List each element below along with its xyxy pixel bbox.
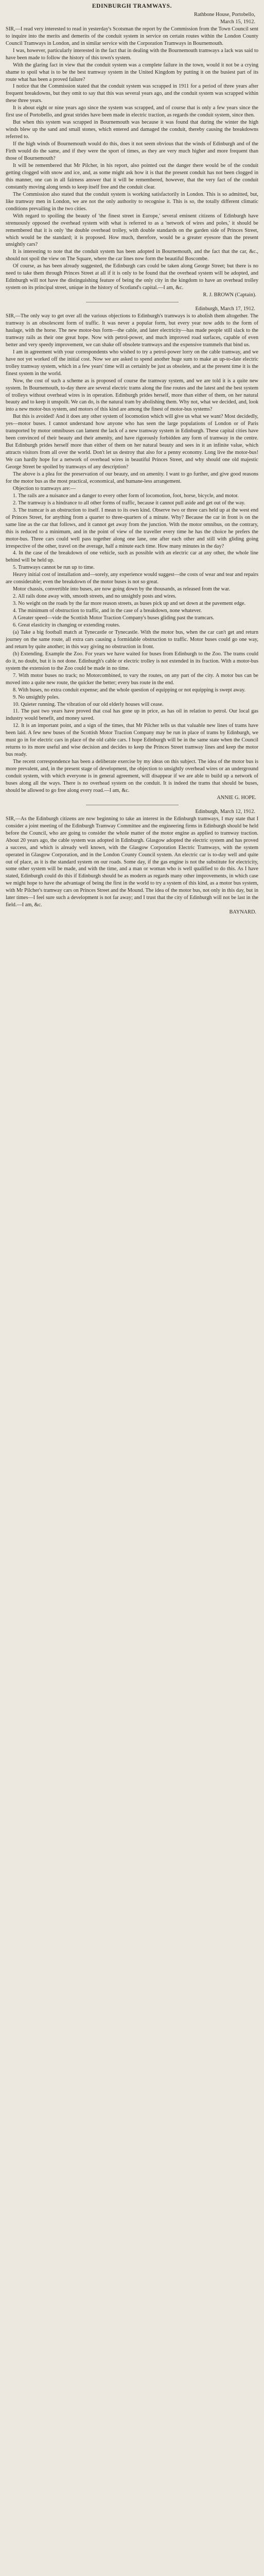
letter-2-paragraph: SIR,—The only way to get over all the various objections to Edinburgh's tramways is to abolish them altogether. The tramway is an obsolescent form of traffic. It was never a popular form, but every year now adds to the form of haulage, with the horse. The new motor-bus form—the cable, and later electricity—has made people still slack to the tramway rails as their one great hope. Now with petrol-power, and much improved road surfaces, capable of even better and very speedy improvement, we can shake off obsolete tramways and the expensive trammels that bind us. — [6, 313, 258, 348]
letter-2-dateline: Edinburgh, March 17, 1912. — [195, 306, 255, 312]
letter-3 — [6, 808, 258, 916]
letter-2-list-item: The recent correspondence has been a deliberate exercise by my ideas on this subject. The idea of the motor bus is more prevalent, and, in the present stage of development, the objection to unsightly overhead wires or an underground conduit system, with which everyone is in general agreement, will disappear if we are able to build up a network of buses along all the ways. There is no overhead system on the conduit. It is indeed the trams that should be buses, should be allowed to go free along every road.—I am, &c. — [6, 759, 258, 793]
letter-1-paragraph: Of course, as has been already suggested, the Edinburgh cars could be taken along George Street; but there is no need to take them through Princes Street at all if it is only to be found that the overhead system will be adopted, and Edinburgh will not have the distinguishing feature of being the only city in the kingdom to have an overhead trolley system on its principal street, unique in the history of Scotland's capital.—I am, &c. — [6, 263, 258, 291]
letter-2-paragraph: But this is avoided! And it does any other system of locomotion which will give us what we want? Most decidedly, yes—motor buses. I cannot understand how anyone who has seen the large populations of London or of Paris transported by motor omnibuses can lament the lack of a new tramway system in Edinburgh. These capital cities have been convinced of their beauty and their amenity, and have rigorously forbidden any form of tramway in the centre. But Edinburgh prides herself more than either of them on her natural beauty and sees in it an infinite value, which attracts visitors from all over the world. Don't let us destroy that also for a penny economy. Long live the motor-bus! We can hardly hope for a network of overhead wires in beautiful Princes Street, and why should one old majestic George Street be spoiled by tramways of any description? — [6, 414, 258, 470]
letter-2-list-item: 6. Great elasticity in changing or extending routes. — [13, 622, 120, 629]
letter-1-paragraph: With the glaring fact in view that the conduit system was a complete failure in the town, would it not be a crying shame to spoil what is to be the best tramway system in the United Kingdom by putting it on the busiest part of its route what has been a proved failure? — [6, 62, 258, 82]
letter-2-list-item: 9. No unsightly poles. — [13, 694, 60, 700]
letter-2-list-item: 1. The rails are a nuisance and a danger to every other form of locomotion, foot, horse, bicycle, and motor. — [13, 493, 239, 499]
letter-1-paragraph: It is about eight or nine years ago since the system was scrapped, and of course that is only a few years since the first use of Portobello, and great strides have been made in electric traction, as regards the conduit system, since then. — [6, 105, 258, 118]
letter-2-list-item: 8. With buses, no extra conduit expense; and the whole question of equipping or not equipping is swept away. — [13, 687, 245, 693]
letter-1-signature: R. J. BROWN (Captain). — [203, 292, 256, 298]
letter-2-list-item: 2. The tramway is a hindrance to all other forms of traffic, because it cannot pull aside and get out of the way. — [13, 500, 245, 506]
letter-1-paragraph: The Commission also stated that the conduit system is working satisfactorily in London. This is so admitted, but, like tramway men in London, we are not the only authority to recognise it. This is so, the totally different climatic conditions prevailing in the two cities. — [6, 191, 258, 212]
letter-3-dateline: Edinburgh, March 12, 1912. — [195, 808, 255, 815]
letter-2-paragraph: The above is a plea for the preservation of our beauty, and on amenity. I want to go further, and give good reasons for the motor bus as the most practical, economical, and humane-less arrangement. — [6, 471, 258, 484]
letter-2-list-item: 7. With motor buses no track; no Motorcombined, to vary the routes, on any part of the city. A motor bus can be moved into a quite new route, the quicker the better; every bus route in the end. — [6, 672, 258, 686]
letter-2-list-item: 4. In the case of the breakdown of one vehicle, such as possible with an electric car at any other, the whole line behind will be held up. — [6, 550, 258, 564]
letter-2-list-item: Heavy initial cost of installation and—sorely, any experience would suggest—the costs of wear and tear and repairs are considerable; even the breakdown of the motor buses is not so great. — [6, 572, 258, 585]
letter-1-paragraph: SIR,—I read very interested to read in yesterday's Scotsman the report by the Commission from the Town Council sent to inquire into the merits and demerits of the conduit system in service on certain routes within the London County Council Tramways in London, and in similar service with the Corporation Tramways in Bournemouth. — [6, 26, 258, 46]
letter-2-list-item: 3. The tramcar is an obstruction to itself. I mean to its own kind. Observe two or three cars held up at the west end of Princes Street, for anything from a quarter to three-quarters of a minute. Why? Because the car in front is on the same line as the car that follows, and it cannot get away from the junction. With the motor omnibus, on the contrary, this is reduced to a minimum, and in the point of view of the traveller every time he has the choice he prefers the motor-bus. Three cars could well pass together along one lane, one after each other and still with gliding going irrespective of the other, travel on the average, half a minute each time. How many minutes in the day? — [6, 507, 258, 549]
letter-1-dateline: Rathbone House, Portobello, March 15, 1912. — [194, 11, 255, 25]
letter-2-list-item: 12. It is an important point, and a sign of the times, that Mr Pilcher tells us that valuable new lines of trams have been laid. A few new buses of the Scottish Motor Traction Company may be run in place of trams by Edinburgh, we must go in for electric cars in place of the old cable cars. I hope Edinburgh will be in the same state when the Council returns to its more useful and wise decision and decides to keep the Princes Street tramway lines and keep the motor bus ready. — [6, 723, 258, 758]
letter-2-list-item: 10. Quieter running. The vibration of our old elderly houses will cease. — [13, 701, 164, 707]
letter-1-paragraph: If the high winds of Bournemouth would do this, does it not seem obvious that the winds of Edinburgh and of the Firth would do the same, and if they were the sport of times, as they are very much higher and more frequent than those of Bournemouth? — [6, 141, 258, 162]
letter-2-paragraph: Now, the cost of such a scheme as is proposed of course the tramway system, and we are told it is a quite new system. In Bournemouth, to-day there are several electric trams along the fine routes and the latest and the best system of trolleys without overhead wires is in operation. Edinburgh prides herself, more than either of them, on her natural beauty and to keep it unspoilt. We can do, is the natural tram by abolishing them. Why not, what we decided, and, look into a new motor-bus system, and motors of this kind are among the finest of motor-bus systems? — [6, 378, 258, 413]
letter-2 — [6, 306, 258, 802]
letter-1-paragraph: But when this system was scrapped in Bournemouth was because it was found that during the winter the high winds blew up the sand and small stones, which entered and damaged the conduit, thereby causing the breakdowns referred to. — [6, 120, 258, 140]
letter-2-paragraph: I am in agreement with your correspondents who wished to try a petrol-power lorry on the cable tramway, and we have not yet worked off the initial cost. Now we are asked to spend another huge sum to make an up-to-date electric trolley tramway system, which in a few years' time will as certainly be just as obsolete, and at the present time it is the finest system in the world. — [6, 349, 258, 377]
letter-2-list-item: 4. The minimum of obstruction to traffic, and in the case of a breakdown, none whatever. — [13, 608, 202, 614]
letter-2-list-item: 2. All rails done away with, smooth streets, and no unsightly posts and wires. — [13, 594, 177, 600]
letter-1-paragraph: I was, however, particularly interested in the fact that in dealing with the Bournemouth tramways a lack was said to have been made to follow the history of this town's system. — [6, 47, 258, 61]
letter-2-list-item: 5. Tramways cannot be run up to time. — [13, 565, 95, 571]
letter-1-paragraph: I notice that the Commission stated that the conduit system was scrapped in 1911 for a period of three years after frequent breakdowns, but they omit to say that this was several years ago, and the conduit system was scrapped within these three years. — [6, 83, 258, 104]
letter-2-list-item: A Greater speed—vide the Scottish Motor Traction Company's buses gliding past the tramcars. — [13, 615, 215, 621]
letter-2-list-item: (a) Take a big football match at Tynecastle or Tynecastle. With the motor bus, when the car can't get and return journey on the same route, all extra cars causing a formidable obstruction to traffic. Motor buses could go one way, and return by quite another; in this way giving no obstruction in front. — [6, 629, 258, 650]
letter-1-paragraph: With regard to spoiling the beauty of 'the finest street in Europe,' several eminent citizens of Edinburgh have strenuously opposed the overhead system with what is referred to as a 'network of wires and poles,' it should be remembered that it is only 'the double overhead trolley, with double standards on the garden side of Princes Street, which would be the standard; it is proposed. How much, therefore, would be a greater eyesore than the present unsightly cars? — [6, 213, 258, 248]
letter-2-list-item: 11. The past two years have proved that coal has gone up in price, as has oil in relation to petrol. Our local gas industry would benefit, and money saved. — [6, 708, 258, 722]
letter-2-list-item: 3. No weight on the roads by the far more reason streets, as buses pick up and set down at the pavement edge. — [13, 601, 246, 607]
letter-2-list-item: (b) Extending. Example the Zoo. For years we have waited for buses from Edinburgh to the Zoo. The trams could do it, no doubt, but it is not done. Edinburgh's cable or electric trolley is not extended in its fraction. With a motor-bus system the extension to the Zoo could be made in no time. — [6, 651, 258, 671]
letter-2-paragraph: Objection to tramways are:— — [13, 485, 76, 492]
letter-3-paragraph: SIR,—As the Edinburgh citizens are now beginning to take an interest in the Edinburgh tramways, I may state that I consider a joint meeting of the Edinburgh Tramway Committee and the engineering firms in Edinburgh should be held before the Council, who are going to consider the whole matter of the motor engine as applied to tramway traction. About 20 years ago, the cable system was adopted in Edinburgh. Glasgow adopted the electric system and has proved a success, and which is already well known, with the Glasgow Corporation Electric Tramways, with the system operated in Glasgow Corporation, and in the London County Council system. An electric car is to-day well and quite out of place, as it is the standard system on our roads. Some day, if the gas engine is not the substitute for electricity, some other system will be made, and with the time, and a man or woman who is well qualified to do this. As I have stated, Edinburgh could do this if Edinburgh should be as modern as regards many other improvements, in which case we might hope to have the advantage of being the first in the world to try a system of this kind, as a motor bus system, with Mr Pilcher's tramway cars on Princes Street and the Mound. The idea of the motor bus, not only in this day, but in later times—I feel sure such a development is not far away; and I trust that the city of Edinburgh will not be last in the field.—I am, &c. — [6, 816, 258, 908]
letter-2-signature: ANNIE G. HOPE. — [217, 794, 256, 801]
headline: EDINBURGH TRAMWAYS. — [92, 3, 172, 9]
letter-1 — [6, 11, 258, 299]
letter-3-signature: BAYNARD. — [229, 909, 256, 916]
letter-1-paragraph: It is interesting to note that the conduit system has been adopted in Bournemouth, and the fact that the car, &c., should not spoil the view on The Square, where the car lines now form the beautiful Boscombe. — [6, 249, 258, 262]
letter-1-paragraph: It will be remembered that Mr Pilcher, in his report, also pointed out the danger there would be of the conduit getting clogged with snow and ice, and, as some might ask how it is that the present conduit has not been clogged in this manner, one can in all fairness answer that it will be remembered, however, that the very fact of the conduit constantly moving along tends to keep itself free and the conduit clear. — [6, 162, 258, 190]
letter-2-list-item: Motor chassis, convertible into buses, are now going down by the thousands, as released from the war. — [13, 586, 231, 592]
